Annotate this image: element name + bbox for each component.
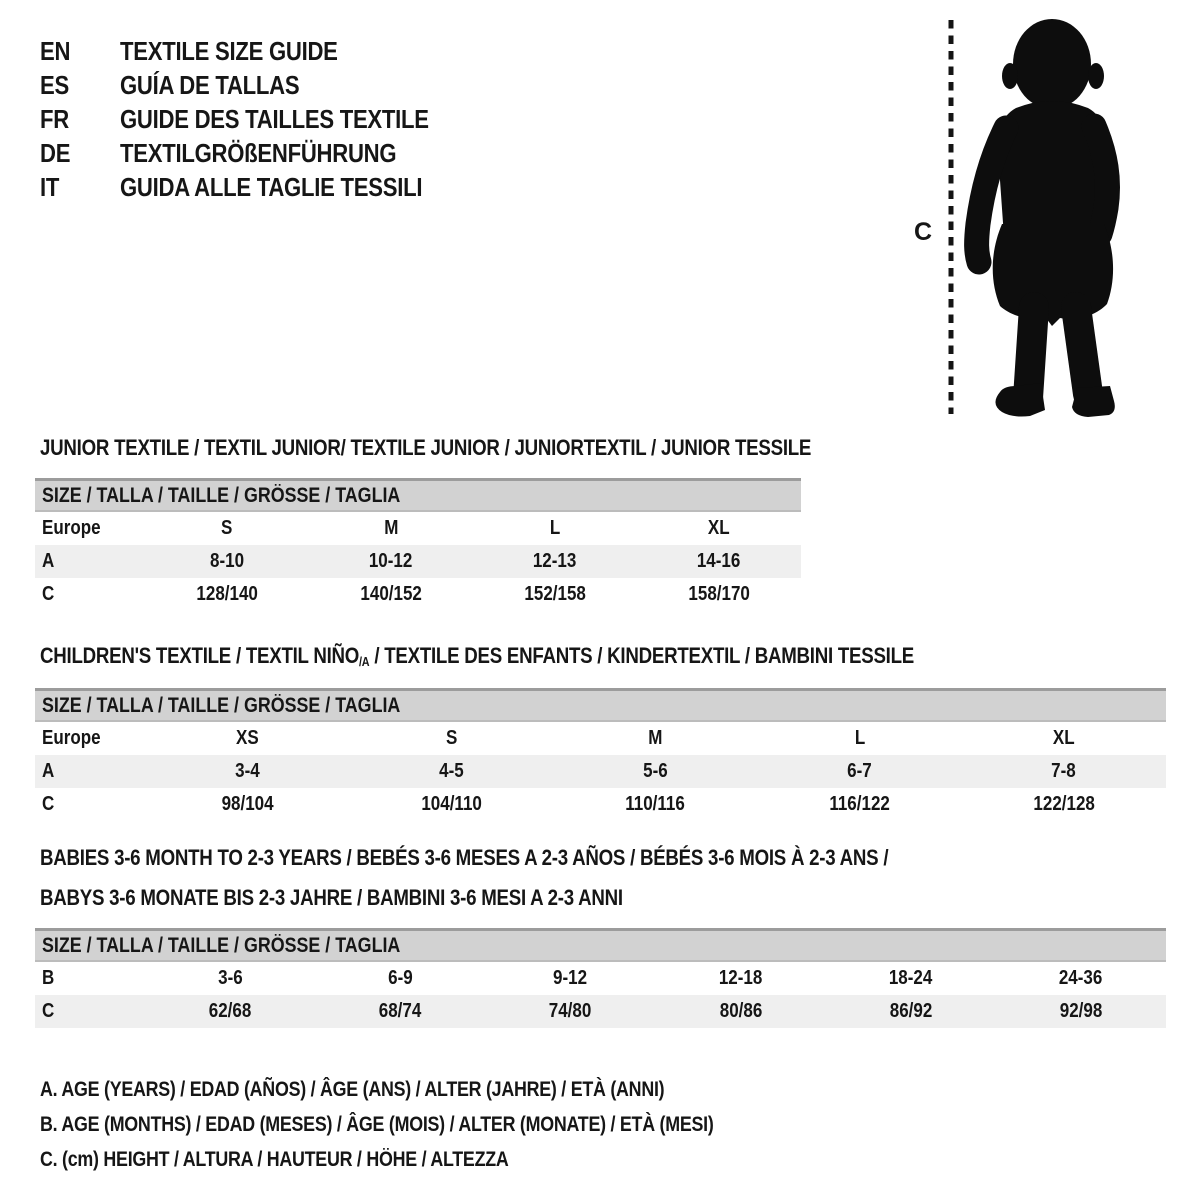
size-value: S <box>445 727 457 749</box>
age-cell <box>145 550 309 573</box>
language-label: GUÍA DE TALLAS <box>120 69 300 100</box>
height-cell <box>553 793 757 816</box>
height-value: 80/86 <box>719 1000 762 1022</box>
age-cell <box>309 550 473 573</box>
babies-section-title-line2 <box>40 886 726 910</box>
months-value: 9-12 <box>553 967 588 989</box>
height-cell <box>996 1000 1166 1023</box>
size-cell <box>145 727 349 750</box>
legend-text: C. (cm) HEIGHT / ALTURA / HAUTEUR / HÖHE / ALTEZZA <box>40 1147 509 1171</box>
months-value: 18-24 <box>889 967 933 989</box>
language-code: ES <box>40 69 69 100</box>
size-value: S <box>221 517 233 539</box>
size-value: M <box>383 517 399 539</box>
months-cell <box>485 967 655 990</box>
months-cell <box>656 967 826 990</box>
height-value: 110/116 <box>625 793 686 815</box>
months-cell <box>826 967 996 990</box>
measure-c-label: C <box>913 218 933 246</box>
language-code: FR <box>40 103 69 134</box>
junior-section-title-text: JUNIOR TEXTILE / TEXTIL JUNIOR/ TEXTILE JUNIOR / JUNIORTEXTIL / JUNIOR TESSILE <box>40 435 812 460</box>
table-row-height <box>35 788 1166 821</box>
size-value: XL <box>708 517 730 539</box>
row-label: B <box>42 967 55 989</box>
legend-line-age-years <box>40 1072 832 1107</box>
language-row <box>40 68 483 102</box>
size-cell <box>758 727 962 750</box>
language-row <box>40 170 483 204</box>
height-value: 86/92 <box>889 1000 933 1022</box>
language-label: GUIDE DES TAILLES TEXTILE <box>120 103 429 134</box>
height-value: 116/122 <box>829 793 890 815</box>
children-size-table <box>35 688 1166 821</box>
size-cell <box>145 517 309 540</box>
size-cell <box>962 727 1166 750</box>
months-cell <box>315 967 485 990</box>
height-value: 152/158 <box>524 583 586 605</box>
babies-title-line2-text: BABYS 3-6 MONATE BIS 2-3 JAHRE / BAMBINI 3-6 MESI A 2-3 ANNI <box>40 885 623 910</box>
language-code: IT <box>40 171 60 202</box>
language-label: TEXTILGRÖßENFÜHRUNG <box>120 137 397 168</box>
children-title-rest: / TEXTILE DES ENFANTS / KINDERTEXTIL / BAMBINI TESSILE <box>369 643 914 668</box>
children-title-main: CHILDREN'S TEXTILE / TEXTIL NIÑO <box>40 643 360 668</box>
age-value: 7-8 <box>1051 760 1077 782</box>
babies-section-title-line1 <box>40 846 1038 870</box>
height-value: 128/140 <box>196 583 258 605</box>
height-cell <box>656 1000 826 1023</box>
table-row-months <box>35 962 1166 995</box>
size-header-bar <box>35 928 1166 962</box>
row-label-cell <box>35 967 145 990</box>
age-value: 6-7 <box>847 760 872 782</box>
height-cell <box>309 583 473 606</box>
height-cell <box>145 793 349 816</box>
height-value: 68/74 <box>378 1000 422 1022</box>
table-row-age <box>35 755 1166 788</box>
table-row-europe <box>35 722 1166 755</box>
table-row-age <box>35 545 801 578</box>
children-title-subscript: /A <box>359 653 370 669</box>
row-label-cell <box>35 517 145 540</box>
size-header-label: SIZE / TALLA / TAILLE / GRÖSSE / TAGLIA <box>42 933 401 957</box>
months-value: 12-18 <box>718 967 763 989</box>
size-header-bar <box>35 478 801 512</box>
children-section-title-text <box>40 644 914 671</box>
language-label: GUIDA ALLE TAGLIE TESSILI <box>120 171 423 202</box>
height-cell <box>962 793 1166 816</box>
size-cell <box>473 517 637 540</box>
legend-text: A. AGE (YEARS) / EDAD (AÑOS) / ÂGE (ANS) / ALTER (JAHRE) / ETÀ (ANNI) <box>40 1077 665 1101</box>
height-cell <box>485 1000 655 1023</box>
size-header-label: SIZE / TALLA / TAILLE / GRÖSSE / TAGLIA <box>42 693 401 717</box>
language-code: EN <box>40 35 71 66</box>
babies-size-table <box>35 928 1166 1028</box>
height-cell <box>349 793 553 816</box>
size-value: L <box>854 727 865 749</box>
row-label: A <box>42 550 55 572</box>
months-value: 24-36 <box>1059 967 1103 989</box>
age-cell <box>553 760 757 783</box>
height-figure <box>900 12 1180 424</box>
size-header-bar <box>35 688 1166 722</box>
age-cell <box>145 760 349 783</box>
table-row-height <box>35 578 801 611</box>
row-label: C <box>42 583 55 605</box>
size-value: M <box>648 727 663 749</box>
age-value: 14-16 <box>697 550 741 572</box>
height-cell <box>637 583 801 606</box>
legend-line-age-months <box>40 1107 832 1142</box>
age-cell <box>473 550 637 573</box>
toddler-silhouette <box>900 12 1180 424</box>
height-value: 62/68 <box>208 1000 252 1022</box>
age-value: 3-4 <box>234 760 260 782</box>
language-row <box>40 102 483 136</box>
height-cell <box>473 583 637 606</box>
row-label-cell <box>35 727 145 750</box>
size-value: XS <box>235 727 259 749</box>
size-value: L <box>549 517 561 539</box>
size-cell <box>637 517 801 540</box>
row-label-cell <box>35 583 145 606</box>
age-value: 8-10 <box>209 550 245 572</box>
height-cell <box>826 1000 996 1023</box>
height-value: 122/128 <box>1033 793 1095 815</box>
language-row <box>40 34 483 68</box>
size-header-label: SIZE / TALLA / TAILLE / GRÖSSE / TAGLIA <box>42 483 401 507</box>
months-cell <box>996 967 1166 990</box>
height-cell <box>145 1000 315 1023</box>
language-label: TEXTILE SIZE GUIDE <box>120 35 338 66</box>
age-cell <box>637 550 801 573</box>
months-value: 6-9 <box>387 967 413 989</box>
size-value: XL <box>1053 727 1075 749</box>
height-value: 104/110 <box>421 793 482 815</box>
row-label: C <box>42 1000 55 1022</box>
legend-line-height-cm <box>40 1142 832 1177</box>
age-cell <box>758 760 962 783</box>
children-section-title <box>40 644 1068 671</box>
legend <box>40 1072 832 1177</box>
legend-text: B. AGE (MONTHS) / EDAD (MESES) / ÂGE (MOIS) / ALTER (MONATE) / ETÀ (MESI) <box>40 1112 714 1136</box>
babies-title-line1-text: BABIES 3-6 MONTH TO 2-3 YEARS / BEBÉS 3-6 MESES A 2-3 AÑOS / BÉBÉS 3-6 MOIS À 2-3 ANS / <box>40 845 889 870</box>
months-value: 3-6 <box>217 967 243 989</box>
age-cell <box>962 760 1166 783</box>
language-header <box>40 34 483 204</box>
junior-section-title <box>40 436 947 460</box>
row-label-cell <box>35 793 145 816</box>
table-row-europe <box>35 512 801 545</box>
row-label: A <box>42 760 55 782</box>
height-value: 140/152 <box>360 583 422 605</box>
height-value: 98/104 <box>221 793 274 815</box>
size-cell <box>553 727 757 750</box>
age-value: 5-6 <box>643 760 668 782</box>
row-label: C <box>42 793 55 815</box>
row-label-cell <box>35 760 145 783</box>
language-row <box>40 136 483 170</box>
row-label: Europe <box>42 517 101 539</box>
size-cell <box>309 517 473 540</box>
row-label-cell <box>35 550 145 573</box>
height-value: 74/80 <box>549 1000 592 1022</box>
age-value: 10-12 <box>369 550 413 572</box>
age-cell <box>349 760 553 783</box>
height-value: 92/98 <box>1059 1000 1103 1022</box>
height-value: 158/170 <box>688 583 750 605</box>
junior-size-table <box>35 478 801 611</box>
height-cell <box>758 793 962 816</box>
height-cell <box>145 583 309 606</box>
age-value: 4-5 <box>439 760 464 782</box>
height-cell <box>315 1000 485 1023</box>
months-cell <box>145 967 315 990</box>
table-row-height <box>35 995 1166 1028</box>
row-label-cell <box>35 1000 145 1023</box>
age-value: 12-13 <box>533 550 577 572</box>
language-code: DE <box>40 137 71 168</box>
size-cell <box>349 727 553 750</box>
row-label: Europe <box>42 727 101 749</box>
